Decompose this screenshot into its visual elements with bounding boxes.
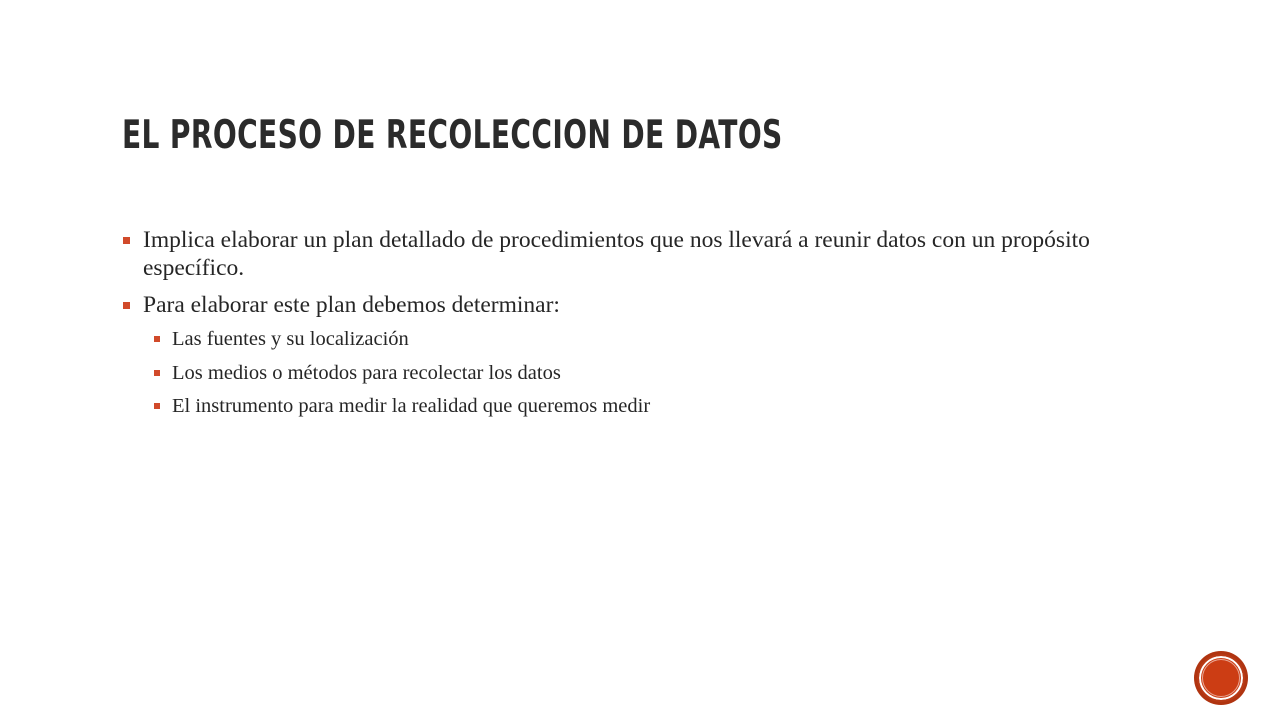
bullet-text: Para elaborar este plan debemos determinar: — [143, 292, 560, 318]
square-bullet-icon — [154, 403, 160, 409]
sub-bullet-text: El instrumento para medir la realidad que queremos medir — [172, 395, 651, 417]
sub-bullet-text: Los medios o métodos para recolectar los datos — [172, 361, 561, 384]
bullet-list — [122, 226, 1132, 428]
sub-bullet-list — [143, 327, 1132, 418]
sub-bullet-text: Las fuentes y su localización — [172, 328, 409, 350]
bullet-item — [122, 226, 1132, 282]
square-bullet-icon — [154, 370, 160, 376]
square-bullet-icon — [154, 336, 160, 342]
bullet-item — [122, 291, 1132, 418]
badge-ring-icon — [1202, 659, 1240, 697]
bullet-text: Implica elaborar un plan detallado de procedimientos que nos llevará a reunir datos con un propósito específico. — [143, 227, 1090, 281]
sub-bullet-item — [143, 327, 1132, 351]
sub-bullet-item — [143, 394, 1132, 418]
page-number-badge — [1197, 654, 1245, 702]
sub-bullet-item — [143, 361, 1132, 385]
slide-title: EL PROCESO DE RECOLECCION DE DATOS — [122, 113, 783, 158]
square-bullet-icon — [123, 302, 130, 309]
square-bullet-icon — [123, 237, 130, 244]
